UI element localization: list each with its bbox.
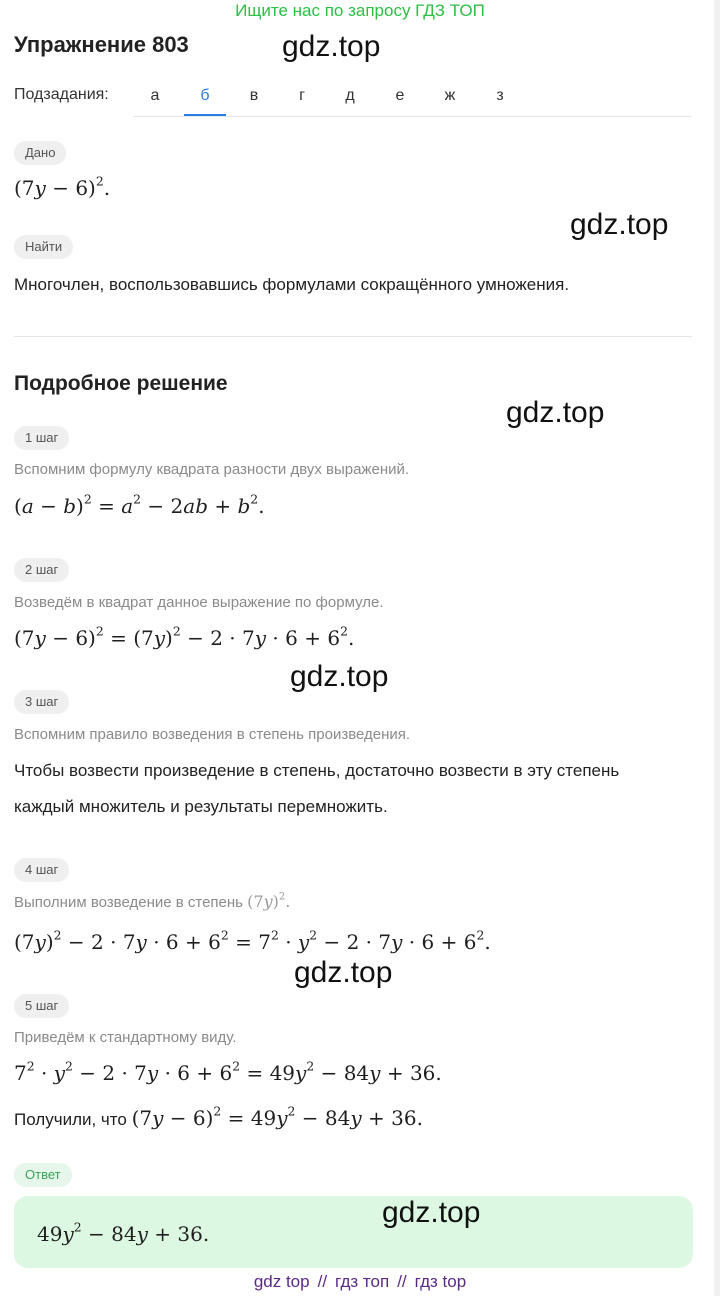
page-title: Упражнение 803 (14, 32, 189, 57)
find-text: Многочлен, воспользовавшись формулами сокращённого умножения. (14, 275, 570, 294)
conclusion-row (14, 1103, 423, 1130)
tab-v[interactable]: в (249, 87, 259, 104)
subtasks-tabs (134, 80, 692, 117)
footer-link[interactable]: гдз top (414, 1272, 467, 1291)
footer-links (0, 1270, 720, 1294)
step-formula: $7^2 \cdot y^2 - 2 \cdot 7y \cdot 6 + 6^2 = 49y^2 - 84y + 36$. (14, 1058, 442, 1085)
promo-banner: Ищите нас по запросу ГДЗ ТОП (235, 1, 485, 20)
step-hint: Выполним возведение в степень (14, 894, 243, 911)
watermark: gdz.top (570, 208, 669, 241)
step-hint-math: $(7y)^2$. (247, 891, 291, 911)
footer-link[interactable]: gdz top (253, 1272, 310, 1291)
tab-zh[interactable]: ж (444, 87, 456, 104)
given-expression: $(7y - 6)^2$. (14, 173, 111, 200)
tab-b[interactable]: б (184, 80, 226, 116)
step-hint: Возведём в квадрат данное выражение по формуле. (14, 594, 384, 611)
footer-separator: // (317, 1272, 328, 1291)
solution-title: Подробное решение (14, 372, 228, 395)
footer-link[interactable]: гдз топ (335, 1272, 390, 1291)
footer-separator: // (397, 1272, 407, 1291)
watermark: gdz.top (506, 396, 605, 429)
divider (14, 336, 692, 337)
step-text: каждый множитель и результаты перемножить. (14, 797, 388, 816)
tab-g[interactable]: г (299, 87, 305, 104)
step-badge: 2 шаг (14, 558, 69, 582)
step-badge: 3 шаг (14, 690, 69, 714)
watermark: gdz.top (290, 660, 389, 693)
tab-d[interactable]: д (345, 87, 355, 104)
step-badge: 4 шаг (14, 858, 69, 882)
conclusion-formula: $(7y - 6)^2 = 49y^2 - 84y + 36$. (131, 1103, 423, 1130)
step-formula: $(7y - 6)^2 = (7y)^2 - 2 \cdot 7y \cdot 6 + 6^2$. (14, 623, 355, 650)
answer-box (14, 1196, 693, 1268)
conclusion-label: Получили, что (14, 1110, 127, 1129)
step-hint-row (14, 892, 290, 911)
scrollbar-track[interactable] (714, 0, 720, 1296)
watermark: gdz.top (382, 1196, 481, 1229)
step-badge: 5 шаг (14, 994, 69, 1018)
watermark: gdz.top (294, 956, 393, 989)
subtasks-label: Подзадания: (14, 86, 109, 103)
find-badge: Найти (14, 235, 73, 259)
watermark: gdz.top (282, 30, 381, 63)
step-hint: Приведём к стандартному виду. (14, 1029, 237, 1046)
step-hint: Вспомним формулу квадрата разности двух выражений. (14, 461, 410, 478)
tab-a[interactable]: а (150, 87, 160, 104)
answer-badge: Ответ (14, 1163, 72, 1187)
step-formula: $(a - b)^2 = a^2 - 2ab + b^2$. (14, 491, 265, 518)
tab-z[interactable]: з (496, 87, 504, 104)
step-formula: $(7y)^2 - 2 \cdot 7y \cdot 6 + 6^2 = 7^2 \cdot y^2 - 2 \cdot 7y \cdot 6 + 6^2$. (14, 927, 491, 954)
step-badge: 1 шаг (14, 426, 69, 450)
step-text: Чтобы возвести произведение в степень, достаточно возвести в эту степень (14, 761, 620, 780)
given-badge: Дано (14, 141, 66, 165)
tab-e[interactable]: е (395, 87, 405, 104)
step-hint: Вспомним правило возведения в степень произведения. (14, 726, 411, 743)
answer-formula: $49y^2 - 84y + 36$. (37, 1219, 210, 1246)
